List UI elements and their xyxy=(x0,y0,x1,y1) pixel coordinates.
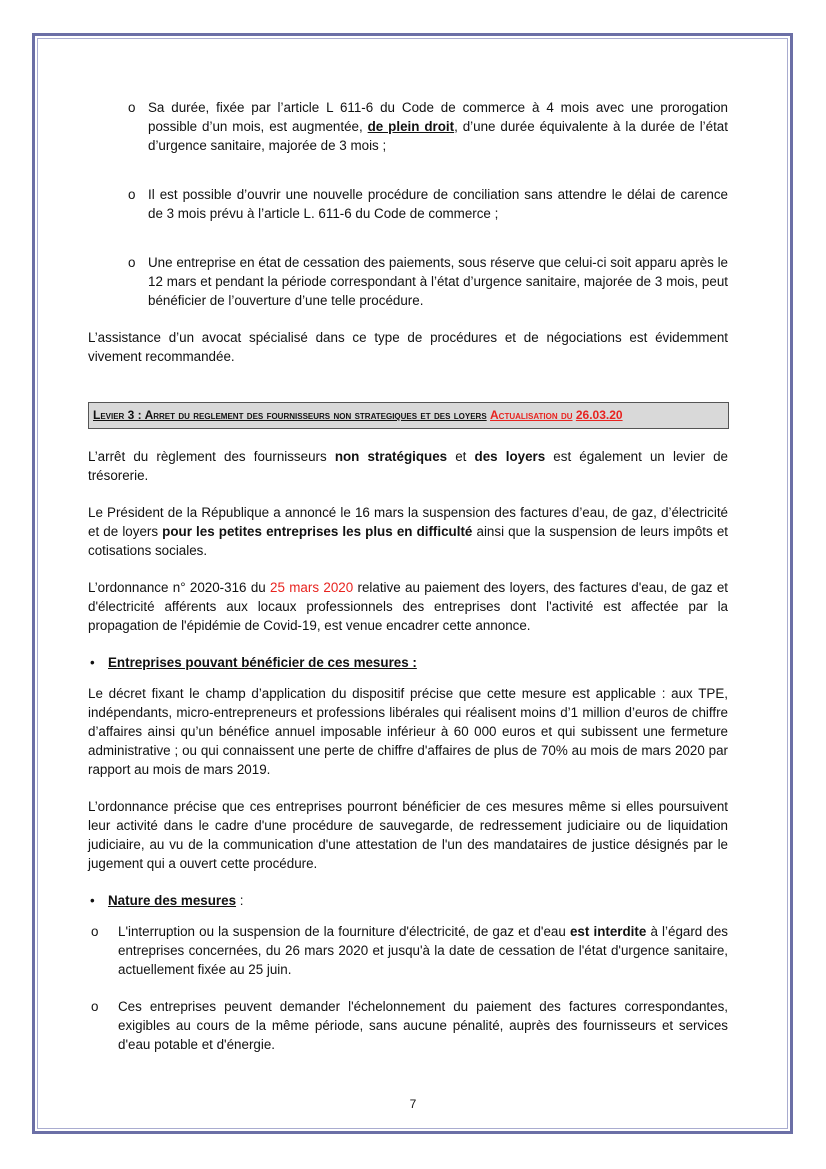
assistance-paragraph: L’assistance d’un avocat spécialisé dans ce type de procédures et de négociations est évidemment vivement recommandée. xyxy=(88,330,728,364)
list-item-interruption: o L'interruption ou la suspension de la fourniture d'électricité, de gaz et d'eau est interdite à l’égard des entreprises concernées, du 26 mars 2020 et jusqu'à la date de cessation de l'état d'urgence sanitaire, actuellement fixée au 25 juin. xyxy=(91,924,728,977)
update-date: 26.03.20 xyxy=(575,408,623,422)
hollow-bullet-icon: o xyxy=(91,999,99,1014)
list-item-payment-schedule: o Ces entreprises peuvent demander l'échelonnement du paiement des factures correspondantes, exigibles au cours de la même période, sans aucune pénalité, auprès des fournisseurs et services d'eau potable et d'énergie. xyxy=(91,999,728,1052)
lever-3-heading xyxy=(88,402,729,429)
ordonnance-date: 25 mars 2020 xyxy=(270,580,354,595)
section-heading-nature: • Nature des mesures : xyxy=(90,893,244,908)
hollow-bullet-icon: o xyxy=(128,100,136,115)
page-number: 7 xyxy=(409,1097,417,1111)
hollow-bullet-icon: o xyxy=(128,255,136,270)
section-heading-eligible: • Entreprises pouvant bénéficier de ces mesures : xyxy=(90,655,417,670)
list-item-new-conciliation: o Il est possible d’ouvrir une nouvelle procédure de conciliation sans attendre le délai de carence de 3 mois prévu à l’article L. 611-6 du Code de commerce ; xyxy=(128,187,728,221)
bullet-icon: • xyxy=(90,655,95,670)
hollow-bullet-icon: o xyxy=(128,187,136,202)
paragraph-procedures: L’ordonnance précise que ces entreprises pourront bénéficier de ces mesures même si elles poursuivent leur activité dans le cadre d'une procédure de sauvegarde, de redressement judiciaire ou de liquidation judiciaire, au vu de la communication d'une attestation de l'un des mandataires de justice désignés par le jugement qui a ouvert cette procédure. xyxy=(88,799,728,871)
paragraph-suppliers: L’arrêt du règlement des fournisseurs non stratégiques et des loyers est également un levier de trésorerie. xyxy=(88,449,728,483)
update-label: Actualisation du xyxy=(490,408,573,422)
paragraph-president: Le Président de la République a annoncé le 16 mars la suspension des factures d’eau, de gaz, d’électricité et de loyers pour les petites entreprises les plus en difficulté ainsi que la suspension de leurs impôts et cotisations sociales. xyxy=(88,505,728,558)
bullet-icon: • xyxy=(90,893,95,908)
paragraph-decree: Le décret fixant le champ d’application du dispositif précise que cette mesure est applicable : aux TPE, indépendants, micro-entrepreneurs et professions libérales qui réalisent moins d’1 million d’euros de chiffre d’affaires ainsi qu’un bénéfice annuel imposable inférieur à 60 000 euros et qui subissent une fermeture administrative ; ou qui connaissent une perte de chiffre d'affaires de plus de 70% au mois de mars 2020 par rapport au mois de mars 2019. xyxy=(88,686,728,777)
list-item-duration: o Sa durée, fixée par l’article L 611-6 du Code de commerce à 4 mois avec une prorogation possible d’un mois, est augmentée, de plein droit, d’une durée équivalente à la durée de l’état d’urgence sanitaire, majorée de 3 mois ; xyxy=(128,100,728,153)
emphasis-text: de plein droit xyxy=(367,119,455,134)
hollow-bullet-icon: o xyxy=(91,924,99,939)
paragraph-ordonnance: L’ordonnance n° 2020-316 du 25 mars 2020 relative au paiement des loyers, des factures d'eau, de gaz et d'électricité afférents aux locaux professionnels des entreprises dont l'activité est affectée par la propagation de l'épidémie de Covid-19, est venue encadrer cette annonce. xyxy=(88,580,728,633)
lever-title: Levier 3 : Arret du reglement des fournisseurs non strategiques et des loyers xyxy=(93,408,487,422)
list-item-cessation: o Une entreprise en état de cessation des paiements, sous réserve que celui-ci soit apparu après le 12 mars et pendant la période correspondant à l’état d’urgence sanitaire, majorée de 3 mois, peut bénéficier de l’ouverture d’une telle procédure. xyxy=(128,255,728,308)
document-body xyxy=(88,98,728,1054)
